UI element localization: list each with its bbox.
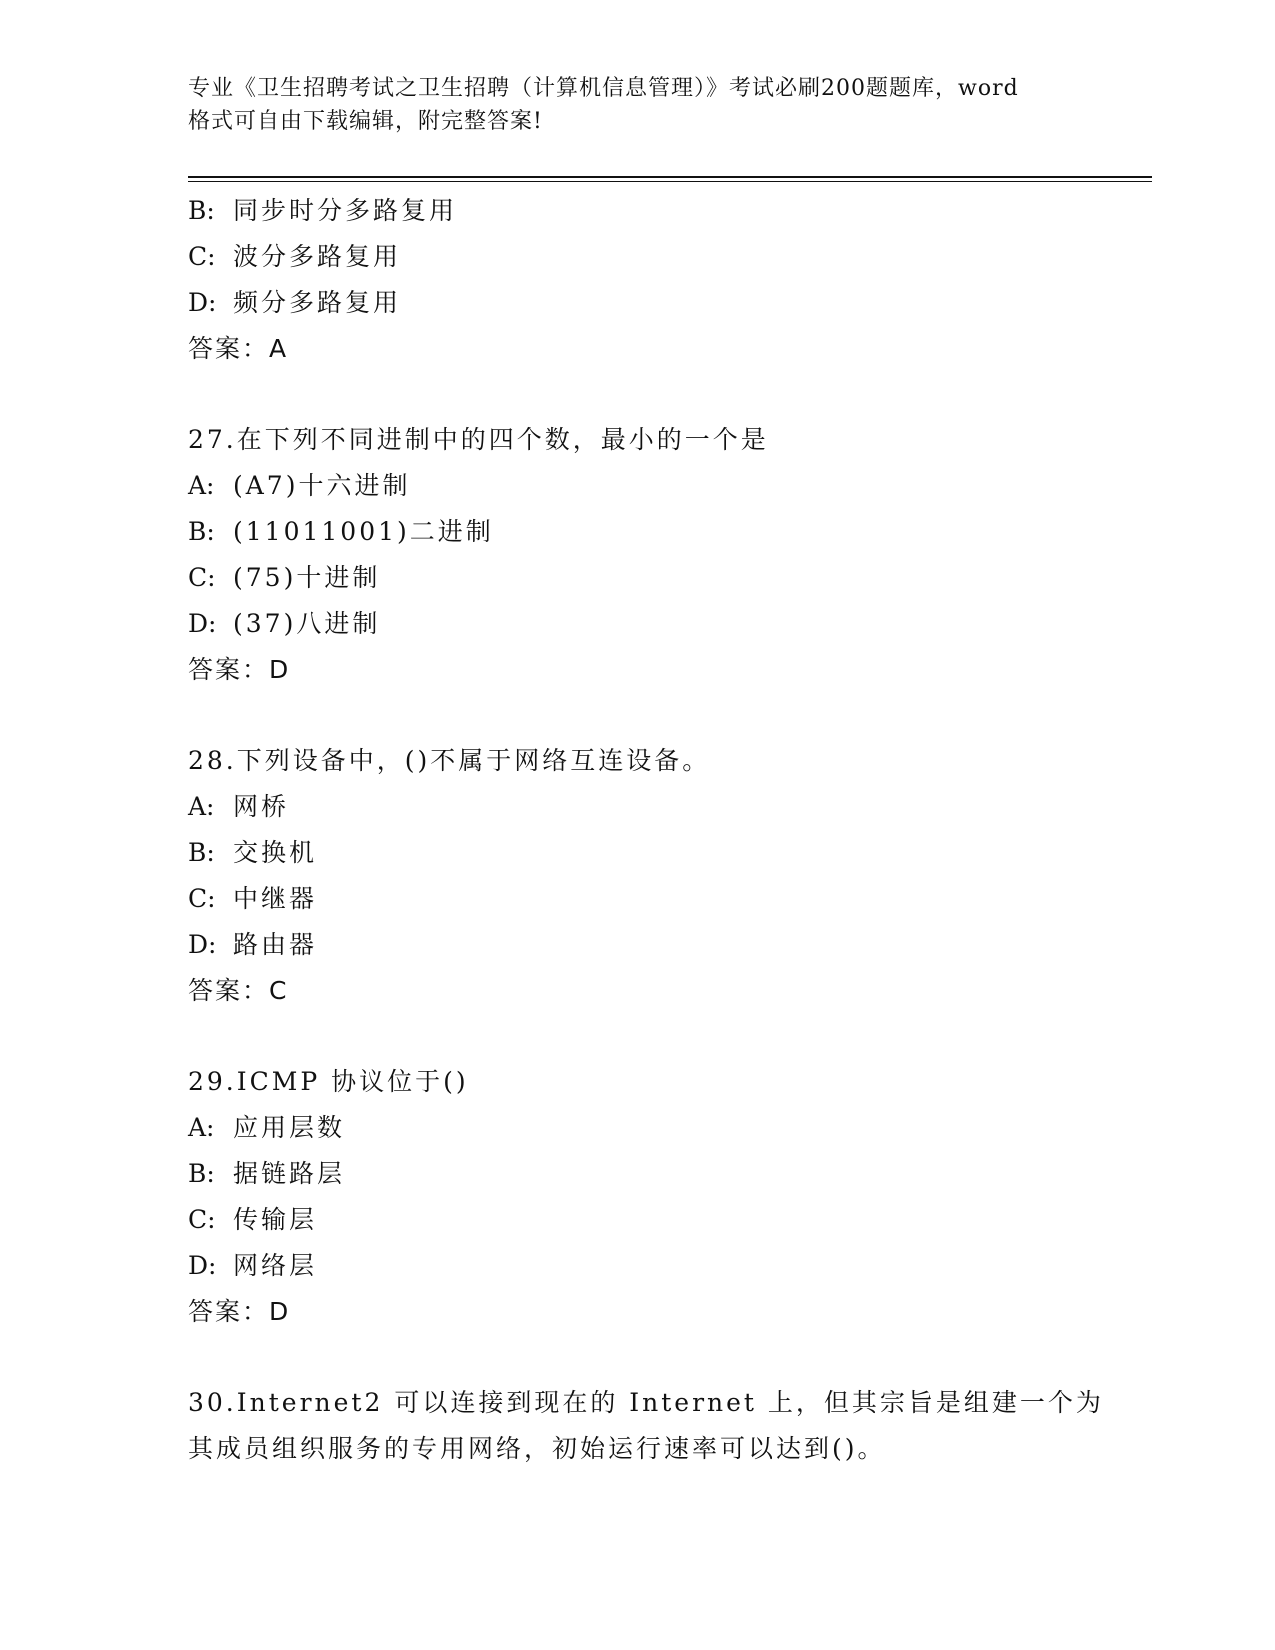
option-c xyxy=(188,234,1088,280)
option-d xyxy=(188,1243,1088,1289)
option-text: 波分多路复用 xyxy=(233,242,402,271)
option-text: 网桥 xyxy=(233,792,290,821)
option-key: D: xyxy=(188,930,217,959)
question-stem: 27.在下列不同进制中的四个数，最小的一个是 xyxy=(188,425,769,454)
option-key: A: xyxy=(188,471,215,500)
option-text: (11011001)二进制 xyxy=(233,517,494,546)
option-key: C: xyxy=(188,884,216,913)
option-key: B: xyxy=(188,838,215,867)
option-b xyxy=(188,188,1088,234)
header-rule-thick xyxy=(188,176,1152,178)
option-text: 交换机 xyxy=(233,838,318,867)
option-c xyxy=(188,1197,1088,1243)
option-text: 应用层数 xyxy=(233,1113,346,1142)
option-d xyxy=(188,601,1088,647)
header-line-2: 格式可自由下载编辑，附完整答案! xyxy=(188,109,543,134)
option-b xyxy=(188,830,1088,876)
option-text: (37)八进制 xyxy=(233,609,381,638)
option-a xyxy=(188,463,1088,509)
option-key: B: xyxy=(188,517,215,546)
option-key: C: xyxy=(188,563,216,592)
spacer xyxy=(188,693,1088,738)
option-text: 网络层 xyxy=(233,1251,318,1280)
option-key: D: xyxy=(188,288,217,317)
option-text: 中继器 xyxy=(233,884,318,913)
prev-question-block xyxy=(188,188,1088,372)
question-stem: 28.下列设备中，()不属于网络互连设备。 xyxy=(188,746,711,775)
option-c xyxy=(188,876,1088,922)
header-rule-thin xyxy=(188,181,1152,182)
answer-line: 答案：D xyxy=(188,1297,291,1326)
option-b xyxy=(188,1151,1088,1197)
option-a xyxy=(188,1105,1088,1151)
page-header xyxy=(188,72,1088,138)
question-stem-line-2: 其成员组织服务的专用网络，初始运行速率可以达到()。 xyxy=(188,1434,886,1463)
question-30 xyxy=(188,1380,1104,1472)
option-key: D: xyxy=(188,609,217,638)
option-c xyxy=(188,555,1088,601)
option-text: (A7)十六进制 xyxy=(233,471,411,500)
answer-line: 答案：D xyxy=(188,655,291,684)
option-text: 据链路层 xyxy=(233,1159,346,1188)
option-key: D: xyxy=(188,1251,217,1280)
option-key: B: xyxy=(188,196,215,225)
option-key: A: xyxy=(188,1113,215,1142)
question-stem: 29.ICMP 协议位于() xyxy=(188,1067,469,1096)
question-27 xyxy=(188,417,1088,693)
spacer xyxy=(188,1335,1088,1380)
option-text: 频分多路复用 xyxy=(233,288,402,317)
option-key: A: xyxy=(188,792,215,821)
spacer xyxy=(188,372,1088,417)
question-stem-line-1: 30.Internet2 可以连接到现在的 Internet 上，但其宗旨是组建一个为 xyxy=(188,1388,1104,1417)
option-key: C: xyxy=(188,242,216,271)
option-text: (75)十进制 xyxy=(233,563,381,592)
option-a xyxy=(188,784,1088,830)
option-b xyxy=(188,509,1088,555)
header-line-1: 专业《卫生招聘考试之卫生招聘（计算机信息管理）》考试必刷200题题库，word xyxy=(188,76,1019,101)
option-d xyxy=(188,922,1088,968)
answer-line: 答案：C xyxy=(188,976,289,1005)
option-key: B: xyxy=(188,1159,215,1188)
question-content xyxy=(188,188,1104,1472)
option-key: C: xyxy=(188,1205,216,1234)
answer-line: 答案：A xyxy=(188,334,289,363)
question-28 xyxy=(188,738,1088,1014)
spacer xyxy=(188,1014,1088,1059)
option-text: 同步时分多路复用 xyxy=(233,196,458,225)
option-d xyxy=(188,280,1088,326)
option-text: 传输层 xyxy=(233,1205,318,1234)
question-29 xyxy=(188,1059,1088,1335)
option-text: 路由器 xyxy=(233,930,318,959)
